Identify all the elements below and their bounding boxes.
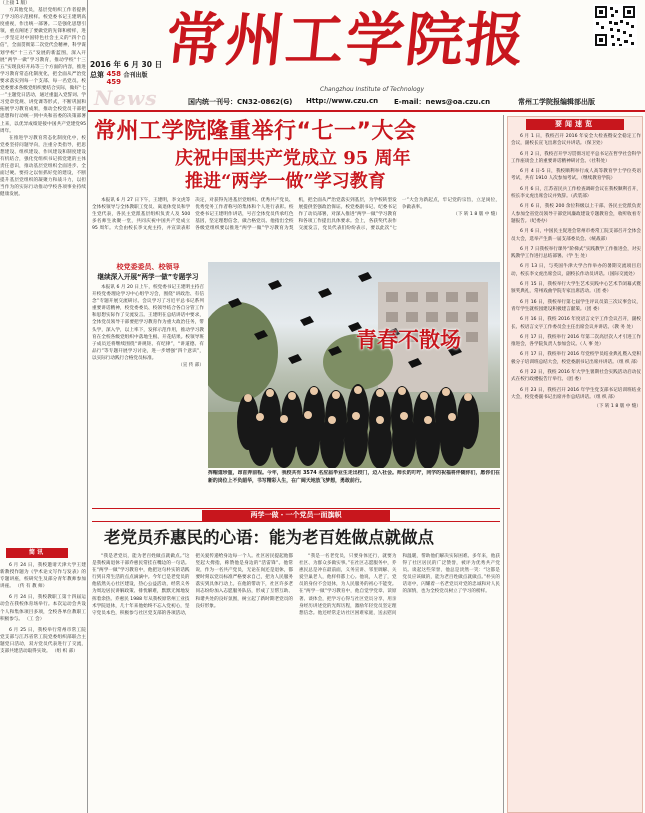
lead-body: 本报讯 6 月 27 日下午，王建明，李文虎等全体校领导与全体教职工党员、离退休党员和学生党代表，各民主党派基层组织负责人及 500 多名师生欢聚一堂，共同庆祝中国共产党成立 95 周年。大会由校长李文虎主持，并宣读表彰决定，对获得先进基层党组织、优秀共产党员、优秀党务工作者称号的集体和个人进行表彰。校党委书记王建明作讲话，号召全体党员传承红色基因，坚定理想信念，做合格党员。他指出全校各级党组织要以推进“两学一做”学习教育为契机，把全面从严治党落实到基层，为学校转型发展提供坚强政治保证。校党委副书记、纪委书记作了动员部署，对深入推进“两学一做”学习教育和各项工作提出具体要求。会上，各获奖代表作交流发言，党员代表们纷纷表示，要以此次“七一”大会为新起点，牢记党的宗旨，立足岗位，争做表率。 （下 转 1 8 版 中 缝） [92,198,500,232]
left-excerpt: 方其他党员，基层党组织工作者提供了学习的示范榜样。校党委书记王建明高度重视，作出统一部署。二是强化思想引领，重点阐述了要做党的先锋和榜样，进一步坚定对中国特色社会主义的“四个自信”，全面贯彻第二次党代会精神，科学谋划学校“十三五”发展的新蓝图，深入开展“两学一做”学习教育，推动学校“十三五”实现良好开局等三个方面的内容，推进学习教育常态化制度化，把全面从严治党要求落实到每一个支部、每一名党员。校党委要求各级党组织要结合实际，做好“七一”主题党日活动，通过重温入党誓词、学习党章党规、讲党课等形式，不断巩固和拓展学习教育成果，推动全校党员干部把思想和行动统一到中央和省委的决策部署上来，以优异成绩迎接中国共产党建党95周年。 [0,8,86,134]
brief-item: 6 月 6 日，江苏省民兵工作检查调研会议在我校顺利召开，校长李文虎出席会议并致辞。（武装部） [511,186,641,200]
column-divider-right [503,115,504,813]
feature-body: “我是老党员，能为老百姓做点就做点。”这是我校离退休干部乔惠民常挂在嘴边的一句话。在“两学一做”学习教育中，他把这句朴实的话践行到日常生活的点点滴滴中。今年已是老党员的他依然关心社区建设，热心公益活动，经常义务为周边居民讲解政策、排忧解难，默默无闻地发挥着余热。乔惠民 1988 年从我校原常州工业技术学院退休，几十年来他始终不忘入党初心，坚守党员本色，积极参与社区党支部的各项活动，把关爱传递给身边每一个人。社区居民提起他都竖起大拇指，称赞他是身边的“活雷锋”。他常说，作为一名共产党员，无论在岗还是退休，都要时刻以党员标准严格要求自己，把为人民服务落实到具体行动上。在他的带动下，社区许多老同志纷纷加入志愿服务队伍，形成了互帮互助、和谐共处的良好氛围，树立起了新时期老党员的良好形象。 “我是一名老党员，只要身体还行，就要为社区、为群众多做实事。”在社区志愿服务中，乔惠民总是冲在最前面，义务宣讲、邻里调解、关爱空巢老人，他样样都上心。他说，人老了，党员的身份不会退休，为人民服务的初心不能变。在“两学一做”学习教育中，他自觉学党章、读原著、谈体会，把学习心得与社区党员分享，用亲身经历讲述党的光辉历程，激励年轻党员坚定理想信念。他还经常走访社区困难家庭，送去慰问和温暖，帮助他们解决实际困难。多年来，他获得了社区居民的广泛赞誉，被评为优秀共产党员。谈起这些荣誉，他总是淡然一笑：“这都是党员应该做的，能为老百姓做点就做点。”朴实的话语中，闪耀着一名老党员对党的忠诚和对人民的深情，也为全校党员树立了学习的榜样。 [92,554,500,616]
photo-caption: 挥帽道珍重，昂首奔前程。今年，我校共有 3574 名应届毕业生走出校门，迈入社会。师长的叮咛，同学的祝福将伴随你们，愿你们在新的岗位上不负韶华，书写精彩人生，在广阔天地放飞梦想，勇敢前行。 [208,470,500,484]
sub-story-title-1: 校党委委员、校领导 [116,263,180,271]
brief-item: 6 月 6 日，我校 200 余位科级以上干部、各民主党派负责人参加全省党员领导干部党风廉政建设专题教育会，收听收看专题报告。（纪委办） [511,204,641,224]
left-news-item: 6 月 24 日，我校邀请天津大学王建新教授作题为《学术论文写作与发表》的专题讲座，校研究生及部分青年教师参加讲座。 （传 有 教 师） [0,563,86,590]
masthead-subtitle-en: Changzhou Institute of Technology [320,86,425,93]
news-watermark: News [94,86,158,110]
left-news-item: 6 月 25 日，我校举行常州市常工院党支部与江苏省常工院党委组织部联合主题党日活动，双方党员代表进行了交流，支部共建活动取得实效。 （组 织 部） [0,627,86,655]
brief-continued: （下 转 1 8 版 中 缝） [594,404,641,410]
feature-banner-label: 两学一做・一个党员一面旗帜 [202,510,390,521]
brief-item: 6 月 13 日，与英国牛津大学合作举办的暑期交流项目启动，校长李文虎出席会议，副校长作动员讲话。（国际交流处） [511,264,641,277]
masthead-info-bar [188,96,645,108]
qr-code-icon [593,4,637,48]
brief-item: 6 月 6 日，中国民主促进会常州市委常工院支部召开全体会员大会，选举产生新一届支部委员会。（统战部） [511,229,641,242]
sub-story [92,262,204,504]
lead-headline: 常州工学院隆重举行“七一”大会 [94,119,417,144]
sub-story-source: （宣 传 部） [178,363,204,369]
brief-item: 6 月 2 日，我校召开学习贯彻习近平总书记在哲学社会科学工作座谈会上的重要讲话精神研讨会。（社科处） [511,151,641,164]
sub-story-title-2: 继续深入开展“两学一做”专题学习 [97,273,199,281]
brief-item: 6 月 15 日，我校举行大学生艺术实践中心艺术节闭幕式暨颁奖典礼，常州戏曲学院专家出席活动。（团 委） [511,282,641,295]
masthead-rule [88,110,645,112]
brief-sidebar [507,116,643,813]
brief-header: 要闻速览 [526,119,624,130]
masthead-title: 常州工学院报 [162,6,530,74]
website-link[interactable]: Http://www.czu.cn [306,97,379,105]
left-news-list [0,562,86,812]
brief-item: 6 月 1 日，我校召开 2016 年安全大检查暨安全稳定工作会议，副校长宣飞出席会议并讲话。（保卫处） [511,134,641,147]
brief-item: 6 月 7 日我校举行课外“阶梯式”实践教学工作推进会，对实践教学工作进行总结部署。（学 生 处） [511,246,641,260]
issue-date: 2016 年 6 月 30 日 [90,60,163,69]
brief-item: 6 月 17 日，我校举行 2016 年党校学员结业典礼暨入党积极分子培训班总结大会，校党委副书记出席并讲话。（组 织 部） [511,352,641,365]
brief-item: 6 月 17 日，我校举行 2016 年第二次高层次人才引进工作推进会，各学院负责人参加会议。（人 事 处） [511,334,641,348]
brief-list [511,133,641,809]
brief-item: 6 月 23 日，我校召开 2016 年学生党支部书记培训班结业大会，校党委副书记出席并作总结讲话。（组 织 部） [511,387,641,400]
brief-item: 6 月 22 日，我校 2016 年大学生暑期社会实践活动启动仪式在校行政楼报告厅举行。（团 委） [511,370,641,383]
brief-item: 6 月 16 日，我校举行第七届学生评议员第三次议事会议，青年学生就校园建设积极建言献策。（团 委） [511,299,641,312]
continued-from: （上接 1 版） [0,1,31,6]
email-link[interactable]: E-mail：news@oa.czu.cn [394,98,491,106]
left-news-item: 6 月 24 日，我校教职工第十四届运动会在我校体育场举行。本次运动会共设个人和集体项目多项，全校各单位教职工积极参与。 （工 会） [0,595,86,622]
column-divider-left [87,0,88,813]
brief-item: 6 月 4 日-5 日，我校顺利举行成人高等教育学士学位英语考试，共有 1910 人次参加考试。（继续教育学院） [511,169,641,182]
issue-number: 总第 458 459 合刊出版 [90,70,148,86]
cn-number: 国内统一刊号：CN32-0862(G) [188,98,293,106]
graduation-photo-image [208,262,500,468]
feature-banner [92,508,500,522]
sub-story-body: 本报讯 6 月 20 日上午，校党委书记王建明主持召开校党委理论学习中心组学习会，围绕“讲政治、有信念”专题开展交流研讨。会议学习了习近平总书记系列重要讲话精神，校党委委员、校领导结合各自分管工作和思想实际作了交流发言。王建明在总结讲话中要求，全体党员领导干部要把学习教育作为重大政治任务，带头学，深入学，以上率下，发挥示范作用，推动学习教育在全校各级党组织中落地生根、开花结果。校领导班子成员还将继续围绕“讲规矩、有纪律”，“讲道德、有品行”等专题开展学习讨论，进一步增强“四个意识”，以实际行动践行合格党员标准。 [92,285,204,361]
left-excerpt-more: 在推进学习教育常态化制度化中，校党委坚持问题导向，注重分类指导，把思想建设、组织建设、作风建设和制度建设有机结合，强化党组织书记抓党建的主体责任意识，推动基层党组织全面进步、全面过硬。要持之以恒抓好党的建设，不断提升基层党组织的凝聚力和战斗力，以担当作为的实际行动推动学校各项事业持续健康发展。 [0,135,86,198]
lead-subtitle-2: 推进“两学一做”学习教育 [185,171,386,192]
photo-overlay-title: 青春不散场 [356,328,461,352]
lead-subtitle-1: 庆祝中国共产党成立 95 周年 [175,148,411,169]
lead-continued: （下 转 1 8 版 中 缝） [453,212,500,218]
brief-item: 6 月 16 日，我校 2016 年度语言文字工作会议召开，副校长、校语言文字工作委员会主任出席会议并讲话。（教 务 处） [511,317,641,330]
left-news-header: 简讯 [6,548,68,558]
graduation-photo [208,262,500,468]
feature-headline: 老党员乔惠民的心语：能为老百姓做点就做点 [104,528,434,547]
publisher: 常州工学院报编辑部出版 [518,98,595,106]
